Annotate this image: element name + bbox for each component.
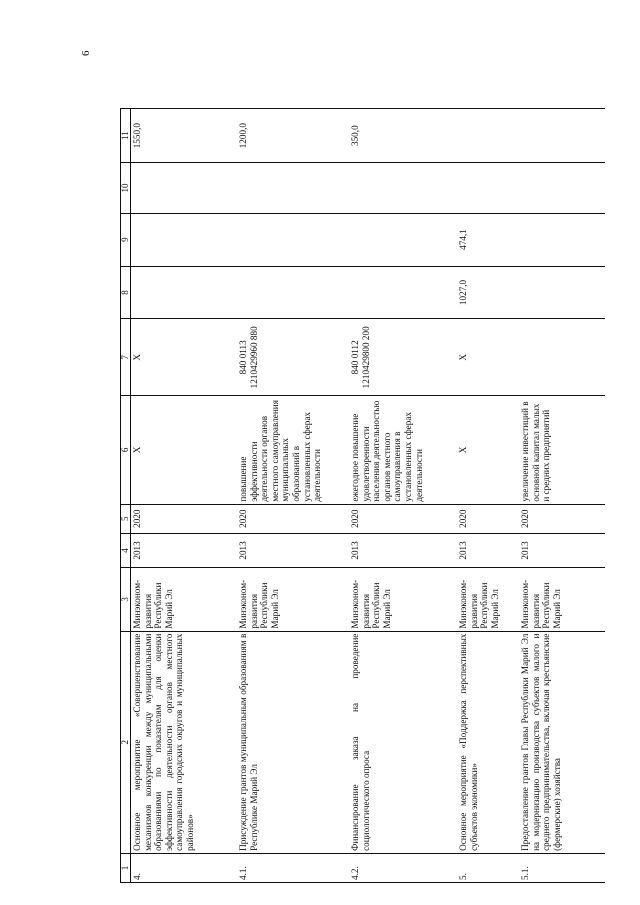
executor: Минэконом-развития Республики Марий Эл — [349, 568, 457, 632]
expected-result: X — [457, 396, 519, 504]
header-cell: 4 — [121, 533, 131, 567]
amount-col9: 474,1 — [457, 213, 519, 266]
header-row — [121, 109, 131, 883]
header-cell: 10 — [121, 163, 131, 213]
header-cell: 8 — [121, 266, 131, 319]
amount-col8 — [131, 266, 238, 319]
header-cell: 11 — [121, 109, 131, 163]
start-year: 2013 — [237, 533, 349, 567]
table-row — [131, 109, 238, 883]
table-row — [519, 109, 605, 883]
start-year: 2013 — [519, 533, 605, 567]
budget-code: 840 0112 1210429800 200 — [349, 319, 457, 396]
row-number: 4. — [131, 853, 238, 882]
header-cell: 7 — [121, 319, 131, 396]
amount-col11: 1200,0 — [237, 109, 349, 163]
amount-col9 — [349, 213, 457, 266]
start-year: 2013 — [349, 533, 457, 567]
expected-result: повышение эффективности деятельности органов местного самоуправления муниципальных образований в установленных сферах деятельности — [237, 396, 349, 504]
amount-col10 — [131, 163, 238, 213]
measure-name: Предоставление грантов Главы Республики Марий Эл на модернизацию производства субъектов малого и среднего предпринимательства, включая крестьянские (фермерские) хозяйства — [519, 631, 605, 853]
amount-col8 — [237, 266, 349, 319]
measure-name: Основное мероприятие «Поддержка перспективных субъектов экономики» — [457, 631, 519, 853]
executor: Минэконом-развития Республики Марий Эл — [131, 568, 238, 632]
amount-col11 — [519, 109, 605, 163]
start-year: 2013 — [131, 533, 238, 567]
amount-col11 — [457, 109, 519, 163]
program-measures-table — [120, 108, 605, 883]
budget-code — [519, 319, 605, 396]
measure-name: Финансирование заказа на проведение социологического опроса — [349, 631, 457, 853]
row-number: 5.1. — [519, 853, 605, 882]
header-cell: 3 — [121, 568, 131, 632]
end-year: 2020 — [349, 504, 457, 533]
header-cell: 1 — [121, 853, 131, 882]
amount-col8 — [349, 266, 457, 319]
budget-code: 840 0113 1210429960 880 — [237, 319, 349, 396]
amount-col8: 1027,0 — [457, 266, 519, 319]
amount-col8 — [519, 266, 605, 319]
amount-col10 — [349, 163, 457, 213]
budget-code: X — [457, 319, 519, 396]
page-number: 6 — [80, 50, 92, 56]
expected-result: X — [131, 396, 238, 504]
executor: Минэконом-развития Республики Марий Эл — [237, 568, 349, 632]
table-row — [237, 109, 349, 883]
expected-result: ежегодное повышение удовлетворенности населения деятельностью органов местного самоуправления в установленных сферах деятельности — [349, 396, 457, 504]
amount-col11: 1550,0 — [131, 109, 238, 163]
row-number: 5. — [457, 853, 519, 882]
row-number: 4.2. — [349, 853, 457, 882]
amount-col9 — [237, 213, 349, 266]
header-cell: 9 — [121, 213, 131, 266]
start-year: 2013 — [457, 533, 519, 567]
table-row — [457, 109, 519, 883]
header-cell: 5 — [121, 504, 131, 533]
amount-col11: 350,0 — [349, 109, 457, 163]
amount-col10 — [519, 163, 605, 213]
amount-col9 — [519, 213, 605, 266]
table-row — [349, 109, 457, 883]
executor: Минэконом-развития Республики Марий Эл — [457, 568, 519, 632]
row-number: 4.1. — [237, 853, 349, 882]
rotated-table-container — [120, 108, 600, 883]
executor: Минэконом-развития Республики Марий Эл — [519, 568, 605, 632]
expected-result: увеличение инвестиций в основной капитал малых и средних предприятий — [519, 396, 605, 504]
measure-name: Присуждение грантов муниципальным образованиям в Республике Марий Эл — [237, 631, 349, 853]
budget-code: X — [131, 319, 238, 396]
amount-col9 — [131, 213, 238, 266]
end-year: 2020 — [519, 504, 605, 533]
header-cell: 2 — [121, 631, 131, 853]
end-year: 2020 — [131, 504, 238, 533]
header-cell: 6 — [121, 396, 131, 504]
measure-name: Основное мероприятие «Совершенствование механизмов конкуренции между муниципальными образованиями по показателям для оценки эффективности деятельности органов местного самоуправления городских округов и муниципальных районов» — [131, 631, 238, 853]
end-year: 2020 — [457, 504, 519, 533]
amount-col10 — [237, 163, 349, 213]
amount-col10 — [457, 163, 519, 213]
end-year: 2020 — [237, 504, 349, 533]
